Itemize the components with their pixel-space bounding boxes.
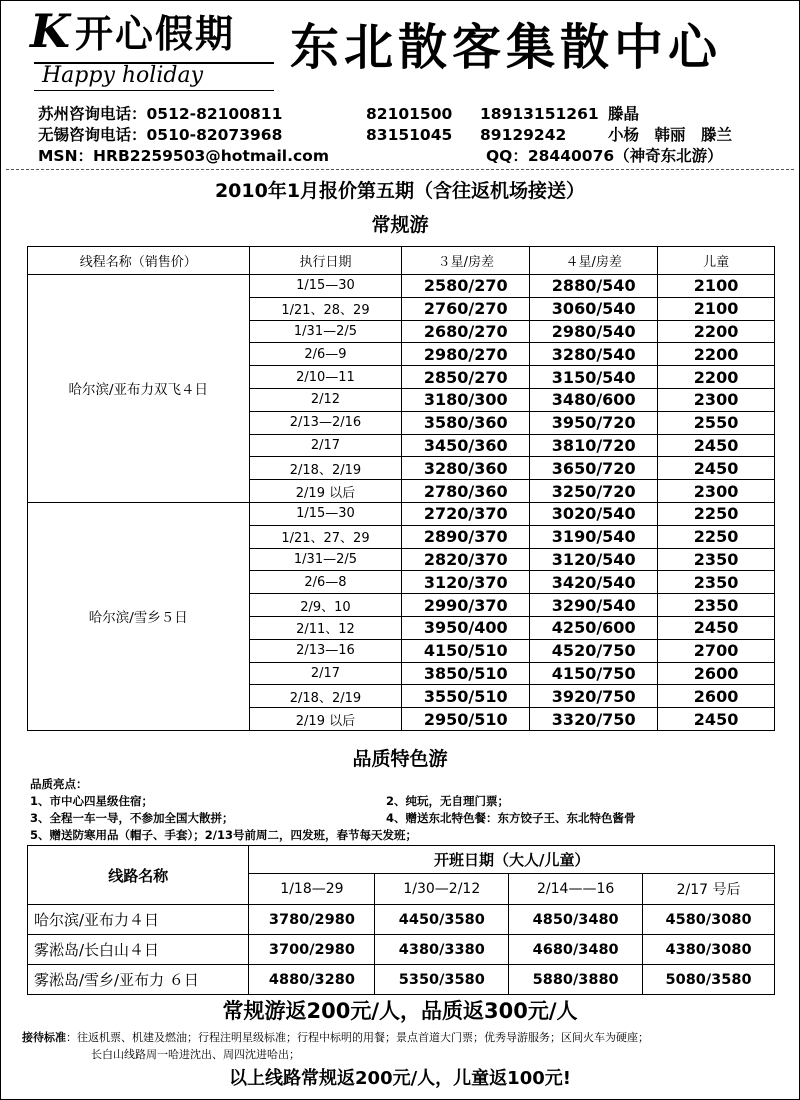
table-row [28,935,775,965]
star3-price-cell: 2720/370 [402,502,530,525]
route-name-cell: 哈尔滨/亚布力４日 [28,905,249,935]
star4-price-cell: 3420/540 [530,571,658,594]
price-cell: 4450/3580 [375,905,509,935]
reception-standard-text: ：往返机票、机建及燃油；行程注明星级标准；行程中标明的用餐；景点首道大门票；优秀导游服务；区间火车为硬座； [66,1031,649,1044]
child-price-cell: 2450 [658,457,775,480]
child-price-cell: 2100 [658,297,775,320]
star4-price-cell: 3250/720 [530,480,658,503]
wuxi-phone-3: 89129242 [480,126,567,144]
highlights-title: 品质亮点： [30,777,88,791]
column-header-date: 执行日期 [249,247,402,275]
quality-tour-heading: 品质特色游 [352,748,448,770]
child-price-cell: 2700 [658,639,775,662]
column-header-route: 线程名称（销售价） [28,247,250,275]
quality-tour-table [27,845,775,995]
table-row [28,502,775,525]
star4-price-cell: 4150/750 [530,662,658,685]
star4-price-cell: 3920/750 [530,685,658,708]
star3-price-cell: 2890/370 [402,525,530,548]
child-price-cell: 2250 [658,525,775,548]
price-cell: 5350/3580 [375,965,509,995]
price-cell: 4880/3280 [249,965,375,995]
date-cell: 2/11、12 [249,616,402,639]
star4-price-cell: 3020/540 [530,502,658,525]
price-cell: 3700/2980 [249,935,375,965]
suzhou-contact-person: 滕晶 [608,105,640,123]
date-cell: 2/9、10 [249,594,402,617]
star4-price-cell: 3650/720 [530,457,658,480]
star3-price-cell: 2980/270 [402,343,530,366]
route-name-cell: 哈尔滨/雪乡５日 [28,502,250,730]
price-cell: 3780/2980 [249,905,375,935]
star4-price-cell: 3290/540 [530,594,658,617]
date-cell: 2/12 [249,388,402,411]
column-header-child: 儿童 [658,247,775,275]
reception-standard-line2: 长白山线路周一哈进沈出、周四沈进哈出； [91,1048,300,1061]
star3-price-cell: 3450/360 [402,434,530,457]
quality-header-row [28,846,775,874]
date-cell: 2/17 [249,434,402,457]
date-cell: 2/19 以后 [249,708,402,731]
date-cell: 2/17 [249,662,402,685]
date-cell: 1/15—30 [249,502,402,525]
logo-underline-lower [34,90,274,91]
price-cell: 4850/3480 [509,905,643,935]
date-cell: 1/31—2/5 [249,548,402,571]
reception-standard [22,1029,649,1046]
star3-price-cell: 2680/270 [402,320,530,343]
date-column-header: 2/14——16 [509,874,643,905]
suzhou-phone: 苏州咨询电话：0512-82100811 [38,105,283,123]
date-cell: 1/31—2/5 [249,320,402,343]
star4-price-cell: 3150/540 [530,366,658,389]
child-price-cell: 2550 [658,411,775,434]
star3-price-cell: 3550/510 [402,685,530,708]
child-price-cell: 2200 [658,320,775,343]
star4-price-cell: 2980/540 [530,320,658,343]
star3-price-cell: 2580/270 [402,275,530,298]
price-period-title: 2010年1月报价第五期（含往返机场接送） [214,180,586,202]
date-cell: 1/15—30 [249,275,402,298]
star4-price-cell: 3810/720 [530,434,658,457]
date-column-header: 2/17 号后 [643,874,775,905]
star3-price-cell: 2850/270 [402,366,530,389]
star3-price-cell: 2950/510 [402,708,530,731]
rebate-banner: 常规游返200元/人，品质返300元/人 [222,999,578,1023]
child-price-cell: 2600 [658,685,775,708]
suzhou-phone-3: 18913151261 [480,105,599,123]
date-cell: 1/21、28、29 [249,297,402,320]
child-price-cell: 2450 [658,434,775,457]
price-cell: 4580/3080 [643,905,775,935]
wuxi-phone: 无锡咨询电话：0510-82073968 [38,126,283,144]
child-price-cell: 2100 [658,275,775,298]
route-name-cell: 哈尔滨/亚布力双飞４日 [28,275,250,503]
price-cell: 5880/3880 [509,965,643,995]
child-price-cell: 2600 [658,662,775,685]
qq-contact: QQ：28440076（神奇东北游） [486,147,723,165]
price-cell: 4680/3480 [509,935,643,965]
star3-price-cell: 3280/360 [402,457,530,480]
child-price-cell: 2300 [658,388,775,411]
child-price-cell: 2200 [658,343,775,366]
route-name-cell: 雾淞岛/雪乡/亚布力 ６日 [28,965,249,995]
logo-text: 开心假期 [75,12,236,56]
star4-price-cell: 4520/750 [530,639,658,662]
bottom-rebate-note: 以上线路常规返200元/人，儿童返100元! [229,1068,571,1089]
table-row [28,965,775,995]
highlight-item: 3、全程一车一导，不参加全国大散拼； [30,811,234,825]
star3-price-cell: 3580/360 [402,411,530,434]
date-cell: 2/13—2/16 [249,411,402,434]
star4-price-cell: 3120/540 [530,548,658,571]
star4-price-cell: 3190/540 [530,525,658,548]
date-cell: 2/6—9 [249,343,402,366]
date-column-header: 1/30—2/12 [375,874,509,905]
column-header-route-name: 线路名称 [28,846,249,905]
star4-price-cell: 3480/600 [530,388,658,411]
child-price-cell: 2350 [658,594,775,617]
header-divider [6,169,794,170]
highlight-item: 4、赠送东北特色餐：东方饺子王、东北特色酱骨 [386,811,636,825]
child-price-cell: 2450 [658,616,775,639]
star4-price-cell: 2880/540 [530,275,658,298]
date-cell: 2/19 以后 [249,480,402,503]
price-cell: 4380/3380 [375,935,509,965]
table-row [28,905,775,935]
wuxi-contact-persons: 小杨 韩丽 滕兰 [608,126,733,144]
star3-price-cell: 2760/270 [402,297,530,320]
logo-subtitle: Happy holiday [42,63,204,88]
highlight-item: 2、纯玩，无自理门票； [386,794,510,808]
date-cell: 2/18、2/19 [249,457,402,480]
logo-mark: K [30,4,70,58]
star4-price-cell: 3320/750 [530,708,658,731]
star4-price-cell: 4250/600 [530,616,658,639]
child-price-cell: 2350 [658,548,775,571]
star3-price-cell: 3850/510 [402,662,530,685]
star4-price-cell: 3280/540 [530,343,658,366]
msn-contact: MSN：HRB2259503@hotmail.com [38,147,329,165]
regular-tour-table [27,246,775,731]
suzhou-phone-2: 82101500 [366,105,453,123]
price-cell: 4380/3080 [643,935,775,965]
route-name-cell: 雾淞岛/长白山４日 [28,935,249,965]
star3-price-cell: 3950/400 [402,616,530,639]
star3-price-cell: 3120/370 [402,571,530,594]
date-cell: 2/10—11 [249,366,402,389]
star3-price-cell: 3180/300 [402,388,530,411]
wuxi-phone-2: 83151045 [366,126,453,144]
date-cell: 2/6—8 [249,571,402,594]
center-name: 东北散客集散中心 [290,19,723,76]
star4-price-cell: 3060/540 [530,297,658,320]
price-cell: 5080/3580 [643,965,775,995]
column-header-3star: ３星/房差 [402,247,530,275]
child-price-cell: 2300 [658,480,775,503]
date-cell: 2/13—16 [249,639,402,662]
star3-price-cell: 4150/510 [402,639,530,662]
date-column-header: 1/18—29 [249,874,375,905]
column-header-schedule: 开班日期（大人/儿童） [249,846,775,874]
star3-price-cell: 2820/370 [402,548,530,571]
star3-price-cell: 2780/360 [402,480,530,503]
star3-price-cell: 2990/370 [402,594,530,617]
regular-tour-heading: 常规游 [371,214,429,236]
table-row [28,275,775,298]
child-price-cell: 2350 [658,571,775,594]
child-price-cell: 2250 [658,502,775,525]
date-cell: 1/21、27、29 [249,525,402,548]
highlight-item: 1、市中心四星级住宿； [30,794,154,808]
highlight-item: 5、赠送防寒用品（帽子、手套）；2/13号前周二，四发班，春节每天发班； [30,828,417,842]
child-price-cell: 2200 [658,366,775,389]
reception-standard-label: 接待标准 [22,1031,66,1044]
table-header-row [28,247,775,275]
child-price-cell: 2450 [658,708,775,731]
star4-price-cell: 3950/720 [530,411,658,434]
column-header-4star: ４星/房差 [530,247,658,275]
date-cell: 2/18、2/19 [249,685,402,708]
